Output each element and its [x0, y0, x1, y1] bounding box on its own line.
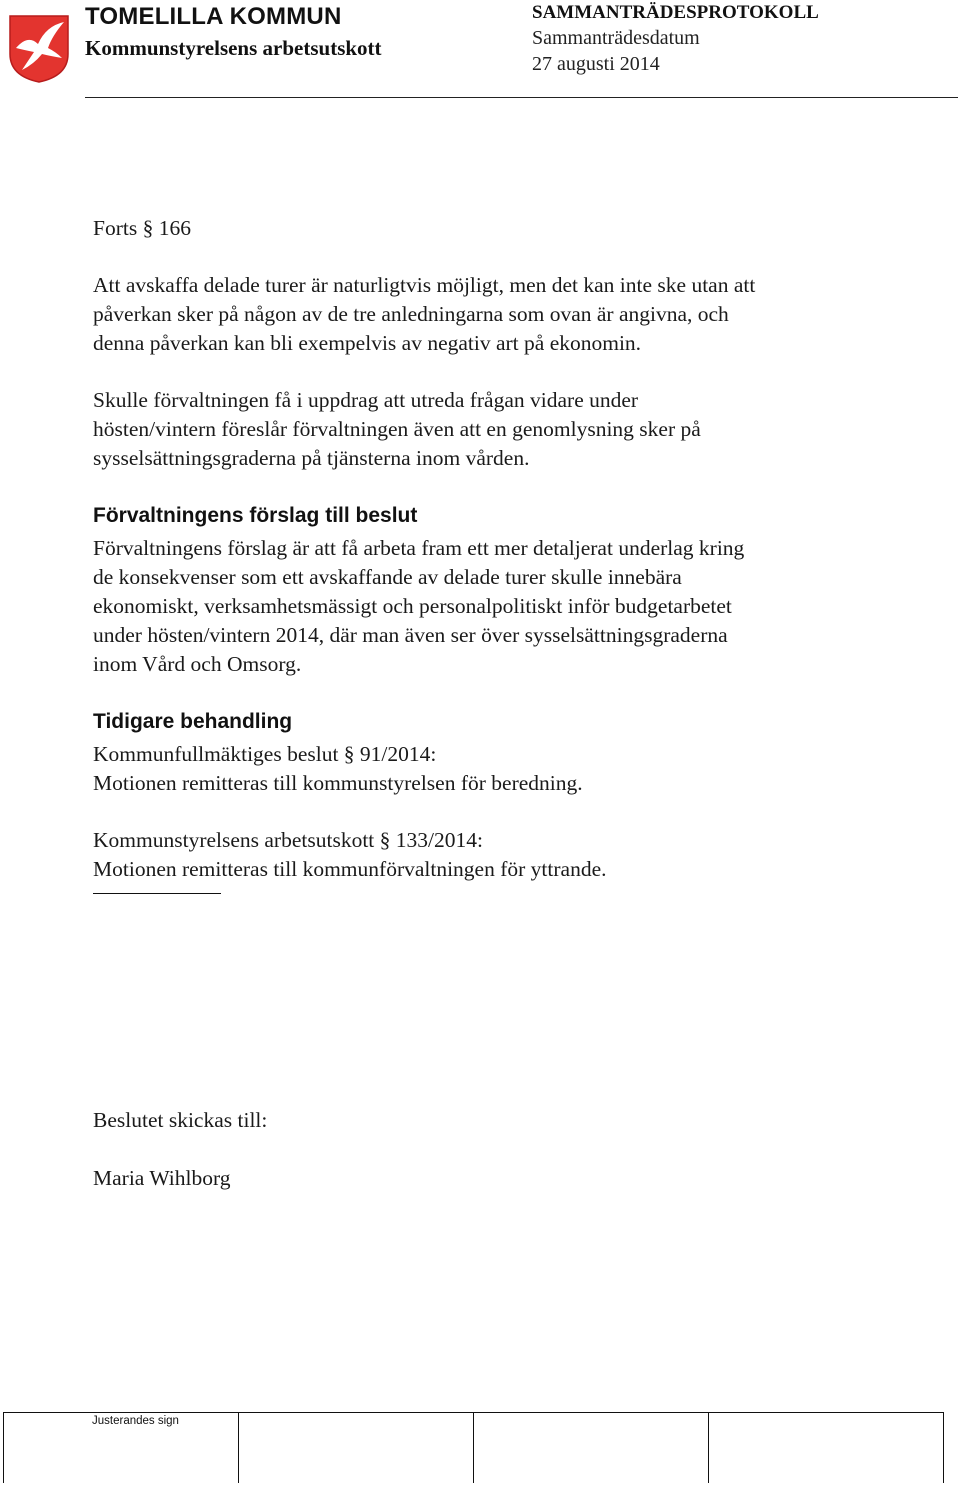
paragraph-abolish-split-shifts [93, 271, 893, 358]
paragraph-line: Motionen remitteras till kommunförvaltningen för yttrande. [93, 857, 607, 881]
paragraph-line: Att avskaffa delade turer är naturligtvis möjligt, men det kan inte ske utan att [93, 273, 756, 297]
signature-cell [709, 1413, 944, 1483]
paragraph-line: Kommunstyrelsens arbetsutskott § 133/2014: [93, 828, 483, 852]
distribution-recipient: Maria Wihlborg [93, 1166, 231, 1190]
paragraph-further-investigation [93, 386, 893, 473]
signature-cell [474, 1413, 709, 1483]
signature-cell [239, 1413, 474, 1483]
continuation-reference: Forts § 166 [93, 216, 191, 240]
meeting-date-label: Sammanträdesdatum [532, 27, 700, 49]
department-name: Kommunstyrelsens arbetsutskott [85, 36, 382, 60]
protocol-body [93, 214, 893, 894]
organization-name: TOMELILLA KOMMUN [85, 3, 342, 30]
heading-administration-proposal: Förvaltningens förslag till beslut [93, 504, 418, 527]
paragraph-line: denna påverkan kan bli exempelvis av negativ art på ekonomin. [93, 331, 642, 355]
paragraph-line: Motionen remitteras till kommunstyrelsen för beredning. [93, 771, 583, 795]
meeting-date-value: 27 augusti 2014 [532, 53, 660, 75]
paragraph-line: under hösten/vintern 2014, där man även ser över sysselsättningsgraderna [93, 623, 728, 647]
paragraph-line: påverkan sker på någon av de tre anledningarna som ovan är angivna, och [93, 302, 729, 326]
paragraph-administration-proposal [93, 534, 893, 679]
signature-label: Justerandes sign [92, 1415, 179, 1427]
paragraph-line: hösten/vintern föreslår förvaltningen även att en genomlysning sker på [93, 417, 701, 441]
signature-table [3, 1412, 944, 1483]
paragraph-line: ekonomiskt, verksamhetsmässigt och personalpolitiskt inför budgetarbetet [93, 594, 732, 618]
paragraph-council-decision [93, 740, 893, 798]
paragraph-line: Skulle förvaltningen få i uppdrag att utreda frågan vidare under [93, 388, 639, 412]
paragraph-line: de konsekvenser som ett avskaffande av delade turer skulle innebära [93, 565, 682, 589]
signature-cell [4, 1413, 239, 1483]
paragraph-line: Kommunfullmäktiges beslut § 91/2014: [93, 742, 437, 766]
municipality-coat-of-arms-icon [8, 14, 70, 84]
paragraph-line: Förvaltningens förslag är att få arbeta fram ett mer detaljerat underlag kring [93, 536, 745, 560]
heading-previous-handling: Tidigare behandling [93, 710, 293, 733]
section-end-rule [93, 893, 221, 894]
paragraph-line: inom Vård och Omsorg. [93, 652, 302, 676]
distribution-label: Beslutet skickas till: [93, 1108, 268, 1132]
paragraph-committee-decision [93, 826, 893, 884]
header-divider [85, 97, 958, 98]
document-type: SAMMANTRÄDESPROTOKOLL [532, 2, 819, 23]
paragraph-line: sysselsättningsgraderna på tjänsterna inom vården. [93, 446, 530, 470]
